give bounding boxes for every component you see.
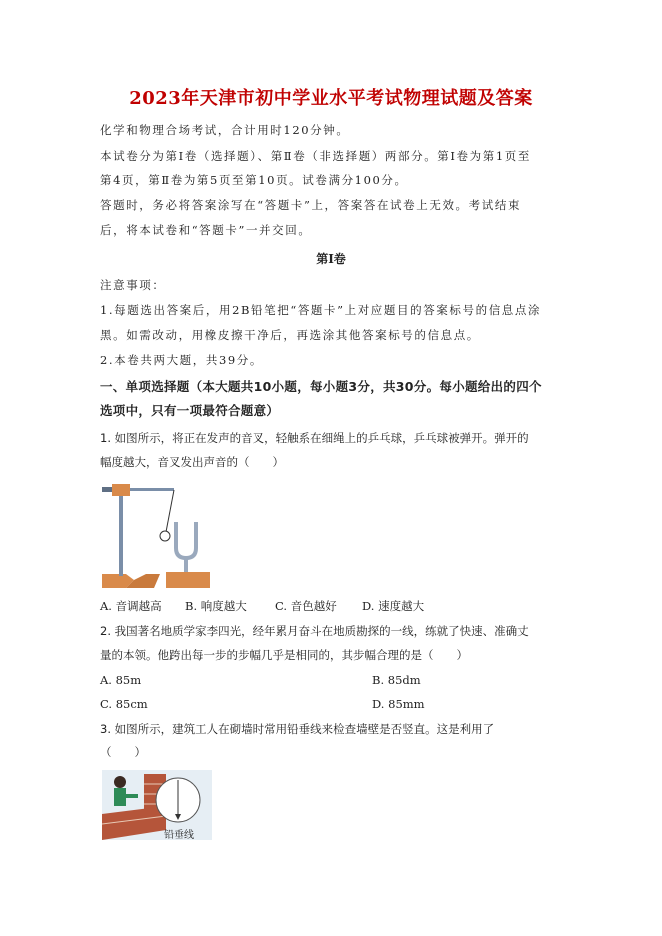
notes-heading: 注意事项： — [100, 278, 166, 292]
q3-line-2: （ ） — [100, 745, 146, 759]
part-heading-line-1: 一、单项选择题（本大题共10小题，每小题3分，共30分。每小题给出的四个 — [100, 379, 542, 394]
q1-option-c[interactable]: C. 音色越好 — [275, 599, 337, 613]
note-line-3: 2.本卷共两大题，共39分。 — [100, 353, 264, 367]
intro-line-5: 后，将本试卷和“答题卡”一并交回。 — [100, 223, 312, 237]
intro-line-2: 本试卷分为第Ⅰ卷（选择题）、第Ⅱ卷（非选择题）两部分。第Ⅰ卷为第1页至 — [100, 149, 531, 163]
part-heading-line-2: 选项中，只有一项最符合题意） — [100, 403, 280, 418]
q1-line-1: 1. 如图所示，将正在发声的音叉，轻触系在细绳上的乒乓球，乒乓球被弹开。弹开的 — [100, 431, 529, 445]
section-title: 第Ⅰ卷 — [316, 252, 346, 266]
q1-option-b[interactable]: B. 响度越大 — [185, 599, 247, 613]
q2-option-d[interactable]: D. 85mm — [372, 697, 425, 711]
q2-line-1: 2. 我国著名地质学家李四光，经年累月奋斗在地质勘探的一线，练就了快速、准确丈 — [100, 624, 529, 638]
q2-option-b[interactable]: B. 85dm — [372, 673, 421, 687]
intro-line-1: 化学和物理合场考试，合计用时120分钟。 — [100, 123, 350, 137]
q2-option-a[interactable]: A. 85m — [100, 673, 142, 687]
note-line-2: 黑。如需改动，用橡皮擦干净后，再选涂其他答案标号的信息点。 — [100, 328, 480, 342]
q2-line-2: 量的本领。他跨出每一步的步幅几乎是相同的，其步幅合理的是（ ） — [100, 648, 468, 662]
q2-option-c[interactable]: C. 85cm — [100, 697, 148, 711]
q1-line-2: 幅度越大，音叉发出声音的（ ） — [100, 455, 284, 469]
plumb-line-label: 铅垂线 — [164, 830, 194, 841]
intro-line-3: 第4页，第Ⅱ卷为第5页至第10页。试卷满分100分。 — [100, 173, 408, 187]
intro-line-4: 答题时，务必将答案涂写在“答题卡”上，答案答在试卷上无效。考试结束 — [100, 198, 522, 212]
q3-line-1: 3. 如图所示，建筑工人在砌墙时常用铅垂线来检查墙壁是否竖直。这是利用了 — [100, 722, 495, 736]
plumb-line-figure — [102, 770, 212, 840]
note-line-1: 1.每题选出答案后，用2B铅笔把“答题卡”上对应题目的答案标号的信息点涂 — [100, 303, 542, 317]
tuning-fork-figure — [100, 476, 218, 590]
q1-option-a[interactable]: A. 音调越高 — [100, 599, 162, 613]
q1-option-d[interactable]: D. 速度越大 — [362, 599, 425, 613]
document-title: 2023年天津市初中学业水平考试物理试题及答案 — [129, 88, 533, 109]
